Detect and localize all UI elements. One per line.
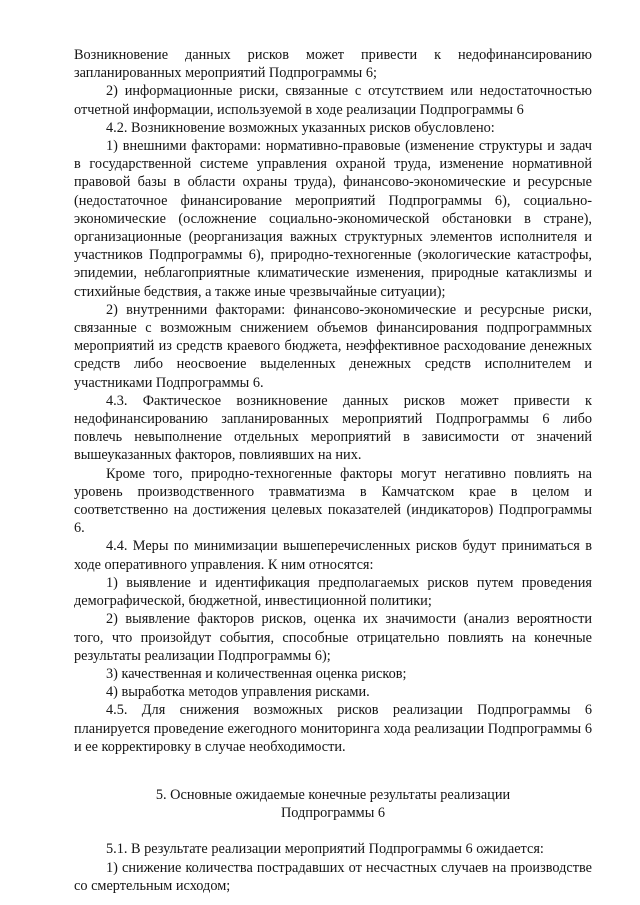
spacer xyxy=(74,756,592,786)
paragraph-4-3: 4.3. Фактическое возникновение данных рисков может привести к недофинансированию запланированных мероприятий Подпрограммы 6 либо повлечь невыполнение отдельных мероприятий в зависимости от значений вышеуказанных факторов, повлиявших на них. xyxy=(74,392,592,464)
list-item-4: 4) выработка методов управления рисками. xyxy=(106,684,370,701)
section-title-line-2: Подпрограммы 6 xyxy=(280,805,386,822)
list-item-reduction: 1) снижение количества пострадавших от несчастных случаев на производстве со смертельным исходом; xyxy=(74,859,592,894)
list-item-2: 2) выявление факторов рисков, оценка их значимости (анализ вероятности того, что произойдут события, способные отрицательно повлиять на конечные результаты реализации Подпрограммы 6); xyxy=(74,611,592,664)
section-5-heading xyxy=(74,786,592,822)
paragraph-4-2: 4.2. Возникновение возможных указанных рисков обусловлено: xyxy=(106,119,495,136)
paragraph-4-4: 4.4. Меры по минимизации вышеперечисленных рисков будут приниматься в ходе оперативного управления. К ним относятся: xyxy=(74,538,592,573)
paragraph-natural-factors: Кроме того, природно-техногенные факторы могут негативно повлиять на уровень производственного травматизма в Камчатском крае в целом и соответственно на достижения целевых показателей (индикаторов) Подпрограммы 6. xyxy=(74,465,592,537)
paragraph-external-factors: 1) внешними факторами: нормативно-правовые (изменение структуры и задач в государственной системе управления охраной труда, изменение нормативной правовой базы в области охраны труда), финансово-экономические и ресурсные (недостаточное финансирование мероприятий Подпрограммы 6), социально-экономические (осложнение социально-экономической обстановки в стране), организационные (реорганизация важных структурных элементов исполнителя и участников Подпрограммы 6), природно-техногенные (экологические катастрофы, эпидемии, неблагоприятные климатические изменения, природные катаклизмы и стихийные бедствия, а также иные чрезвычайные ситуации); xyxy=(74,138,592,300)
spacer xyxy=(74,822,592,840)
paragraph-risk-consequence: Возникновение данных рисков может привести к недофинансированию запланированных мероприятий Подпрограммы 6; xyxy=(74,47,592,82)
paragraph-information-risks: 2) информационные риски, связанные с отсутствием или недостаточностью отчетной информации, используемой в ходе реализации Подпрограммы 6 xyxy=(74,83,592,118)
section-title-line-1: 5. Основные ожидаемые конечные результаты реализации xyxy=(155,786,511,803)
paragraph-4-5: 4.5. Для снижения возможных рисков реализации Подпрограммы 6 планируется проведение ежегодного мониторинга хода реализации Подпрограммы 6 и ее корректировку в случае необходимости. xyxy=(74,702,592,755)
list-item-1: 1) выявление и идентификация предполагаемых рисков путем проведения демографической, бюджетной, инвестиционной политики; xyxy=(74,574,592,610)
paragraph-5-1: 5.1. В результате реализации мероприятий Подпрограммы 6 ожидается: xyxy=(106,841,544,858)
paragraph-internal-factors: 2) внутренними факторами: финансово-экономические и ресурсные риски, связанные с возможным снижением объемов финансирования подпрограммных мероприятий из средств краевого бюджета, неэффективное расходование денежных средств либо неосвоение выделенных денежных средств исполнителем и участниками Подпрограммы 6. xyxy=(74,301,592,391)
list-item-3: 3) качественная и количественная оценка рисков; xyxy=(106,665,407,682)
